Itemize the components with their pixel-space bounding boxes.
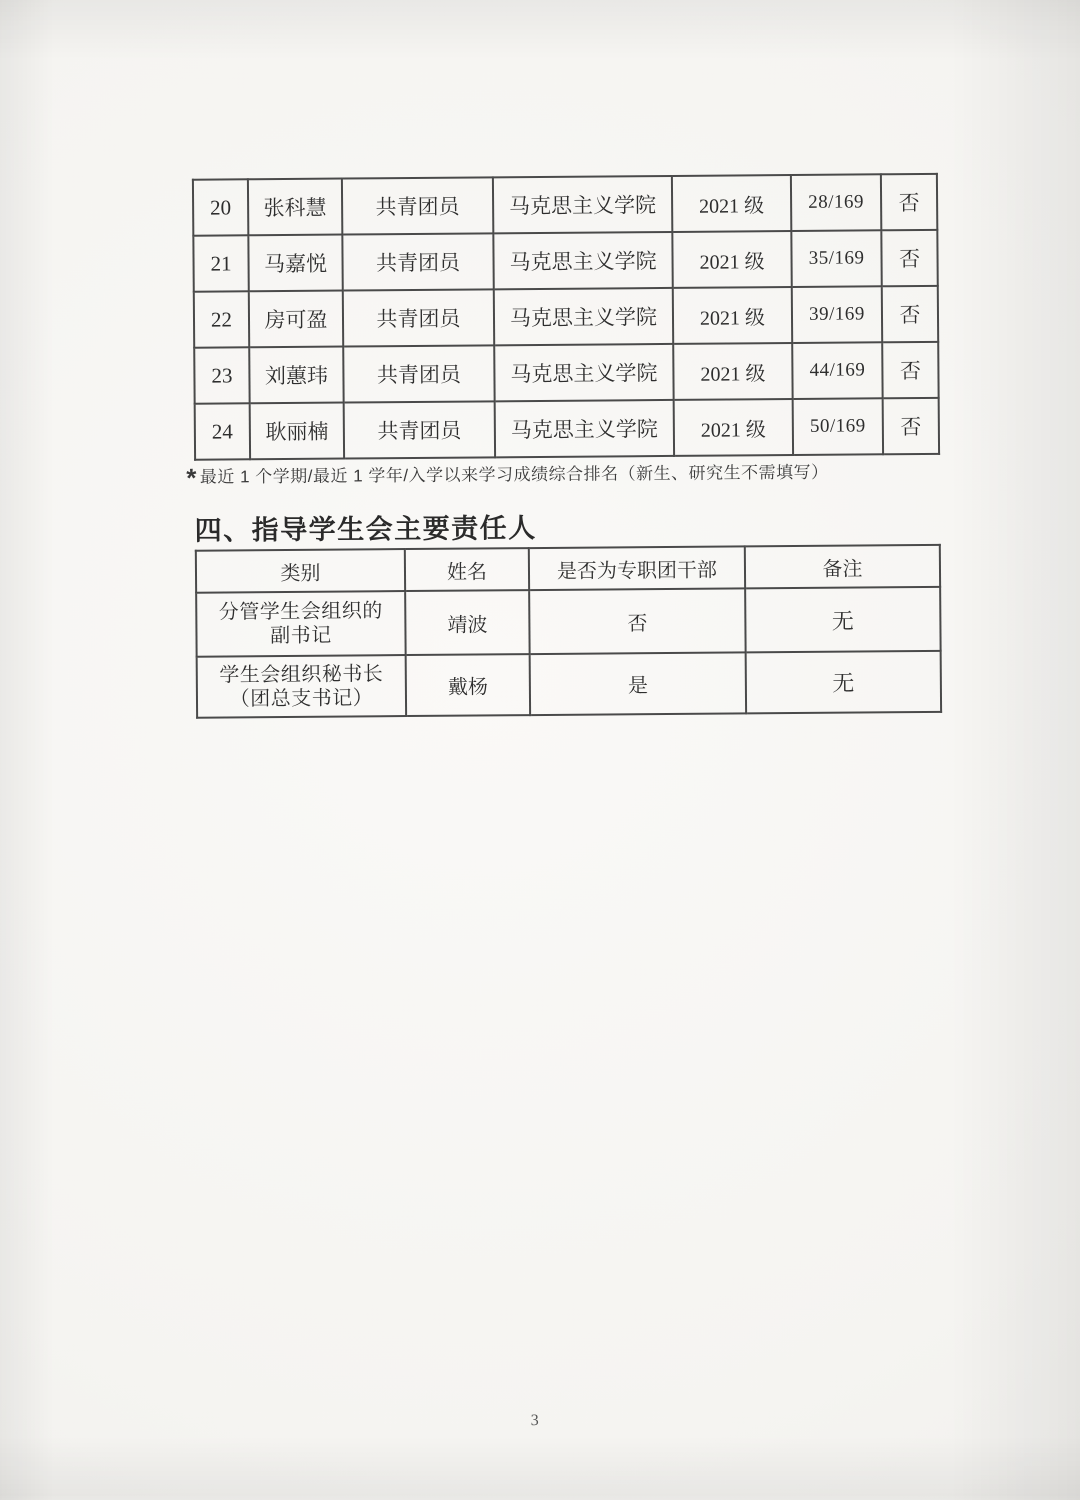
category-line: 副书记: [270, 624, 332, 648]
cell-name: 戴杨: [406, 654, 530, 716]
cell-grade: 2021 级: [672, 175, 791, 232]
roster-row: [194, 342, 938, 404]
cell-flag: 否: [882, 286, 938, 342]
cell-rank: 39/169: [792, 286, 882, 343]
cell-grade: 2021 级: [673, 343, 792, 400]
leaders-header-row: [196, 545, 940, 593]
category-line: 分管学生会组织的: [218, 600, 383, 624]
cell-college: 马克思主义学院: [493, 232, 672, 289]
cell-full-time-cadre: 是: [530, 652, 746, 715]
cell-political-status: 共青团员: [344, 401, 495, 458]
cell-index: 23: [194, 347, 249, 403]
cell-grade: 2021 级: [674, 399, 793, 456]
cell-flag: 否: [881, 230, 937, 286]
cell-index: 24: [195, 403, 250, 459]
cell-political-status: 共青团员: [343, 345, 494, 402]
cell-category: [197, 655, 406, 718]
cell-name: 耿丽楠: [250, 403, 344, 460]
cell-grade: 2021 级: [672, 231, 791, 288]
cell-remark: 无: [745, 587, 940, 653]
roster-row: [194, 286, 938, 348]
header-remark: 备注: [745, 545, 940, 589]
cell-index: 20: [193, 179, 248, 235]
category-line: 学生会组织秘书长: [219, 662, 384, 687]
footnote-marker-icon: *: [186, 462, 197, 493]
cell-political-status: 共青团员: [342, 177, 493, 234]
cell-grade: 2021 级: [673, 287, 792, 344]
cell-name: 房可盈: [249, 291, 343, 348]
roster-row: [195, 398, 939, 460]
header-full-time-cadre: 是否为专职团干部: [529, 546, 745, 590]
leaders-row: [197, 651, 941, 718]
cell-name: 马嘉悦: [248, 235, 342, 292]
cell-flag: 否: [883, 398, 939, 454]
cell-flag: 否: [882, 342, 938, 398]
cell-college: 马克思主义学院: [494, 344, 673, 401]
cell-rank: 44/169: [792, 342, 882, 399]
roster-row: [193, 174, 937, 236]
cell-college: 马克思主义学院: [495, 400, 674, 457]
header-name: 姓名: [405, 548, 529, 591]
cell-remark: 无: [746, 651, 941, 714]
student-union-leaders-table: [195, 544, 942, 719]
cell-political-status: 共青团员: [342, 233, 493, 290]
cell-political-status: 共青团员: [343, 289, 494, 346]
cell-index: 22: [194, 291, 249, 347]
cell-name: 靖波: [405, 590, 529, 655]
page-number: 3: [530, 1412, 539, 1430]
section-heading: 四、指导学生会主要责任人: [194, 513, 537, 546]
cell-rank: 28/169: [791, 174, 881, 231]
cell-rank: 50/169: [793, 398, 883, 455]
cell-name: 张科慧: [248, 179, 342, 236]
category-line: （团总支书记）: [229, 686, 374, 710]
cell-college: 马克思主义学院: [493, 176, 672, 233]
roster-row: [193, 230, 937, 292]
footnote-text: 最近 1 个学期/最近 1 学年/入学以来学习成绩综合排名（新生、研究生不需填写）: [199, 462, 829, 487]
cell-flag: 否: [881, 174, 937, 230]
cell-rank: 35/169: [791, 230, 881, 287]
footnote: [186, 457, 961, 493]
cell-full-time-cadre: 否: [529, 588, 745, 654]
leaders-row: [196, 587, 940, 657]
header-category: 类别: [196, 549, 405, 593]
cell-name: 刘蕙玮: [249, 347, 343, 404]
cell-college: 马克思主义学院: [494, 288, 673, 345]
cell-category: [196, 591, 405, 657]
cell-index: 21: [193, 235, 248, 291]
member-roster-table: [192, 173, 940, 461]
